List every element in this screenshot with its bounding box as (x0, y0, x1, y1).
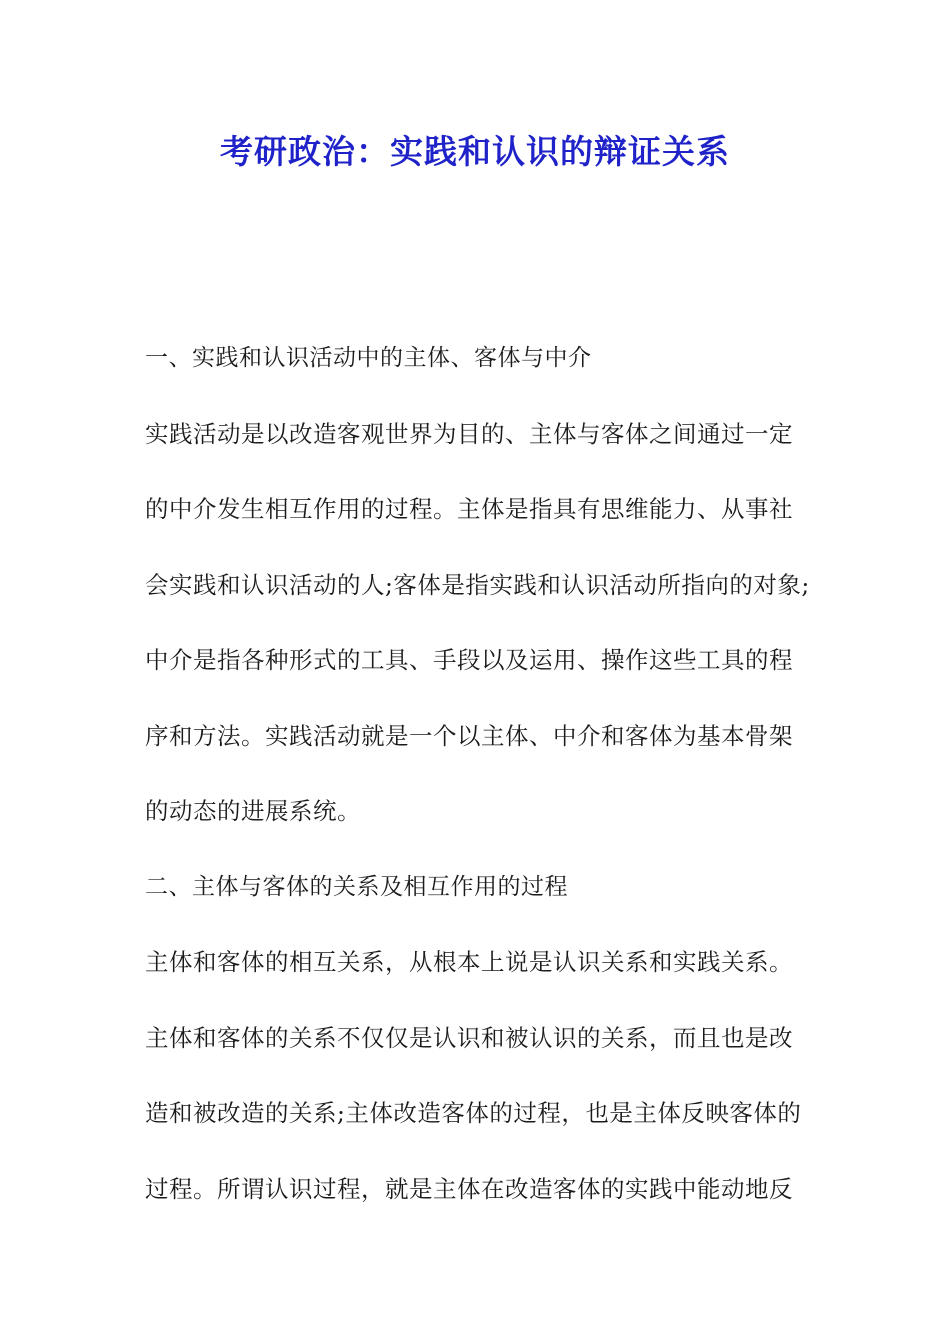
body-line: 会实践和认识活动的人;客体是指实践和认识活动所指向的对象; (145, 570, 810, 599)
body-line: 主体和客体的关系不仅仅是认识和被认识的关系，而且也是改 (145, 1023, 793, 1052)
body-line: 主体和客体的相互关系，从根本上说是认识关系和实践关系。 (145, 948, 793, 976)
body-line: 的动态的进展系统。 (145, 797, 361, 825)
body-line: 中介是指各种形式的工具、手段以及运用、操作这些工具的程 (145, 646, 793, 674)
section-heading-2: 二、主体与客体的关系及相互作用的过程 (145, 873, 568, 900)
document-title: 考研政治：实践和认识的辩证关系 (220, 132, 730, 171)
body-line: 实践活动是以改造客观世界为目的、主体与客体之间通过一定 (145, 419, 793, 448)
body-line: 序和方法。实践活动就是一个以主体、中介和客体为基本骨架 (145, 721, 793, 750)
body-line: 的中介发生相互作用的过程。主体是指具有思维能力、从事社 (145, 495, 793, 523)
document-body (145, 338, 815, 1244)
body-line: 造和被改造的关系;主体改造客体的过程，也是主体反映客体的 (145, 1099, 802, 1127)
section-heading-1: 一、实践和认识活动中的主体、客体与中介 (145, 345, 592, 371)
body-line: 过程。所谓认识过程，就是主体在改造客体的实践中能动地反 (145, 1174, 793, 1203)
